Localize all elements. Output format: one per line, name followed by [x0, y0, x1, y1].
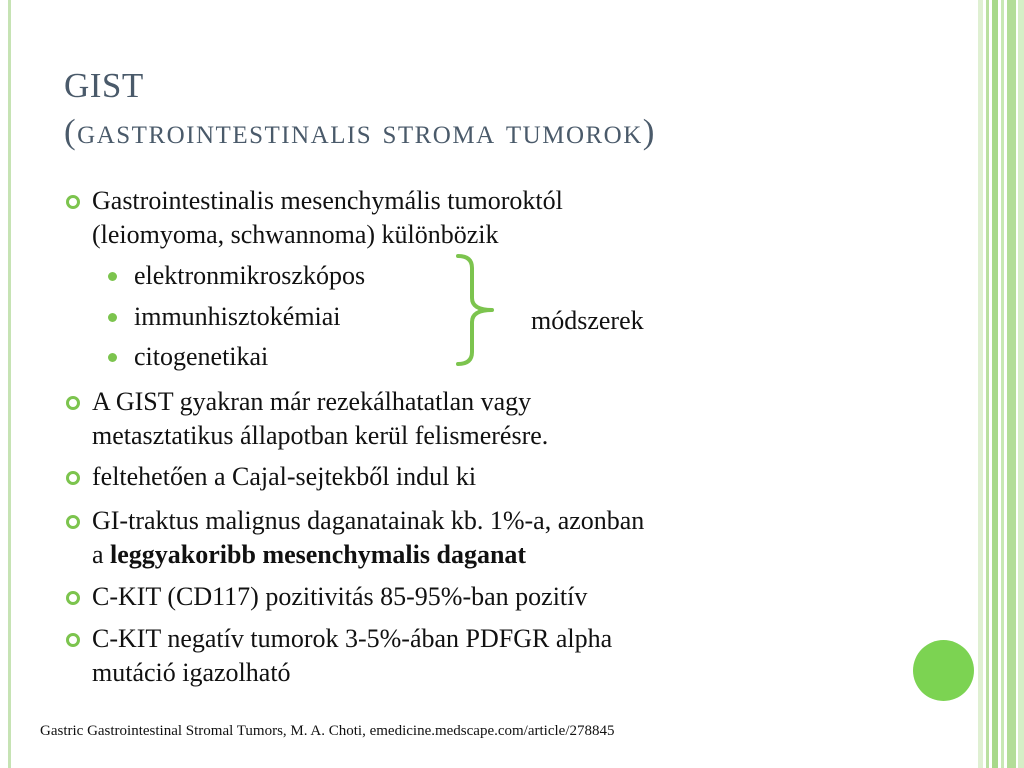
bullet-text-line: Gastrointestinalis mesenchymális tumoroktól: [92, 186, 563, 215]
ring-bullet-icon: [66, 471, 80, 485]
sub-list-item: [134, 300, 341, 334]
bullet-text-line: feltehetően a Cajal-sejtekből indul ki: [92, 462, 477, 491]
footnote-citation: Gastric Gastrointestinal Stromal Tumors, M. A. Choti, emedicine.medscape.com/article/278845: [40, 723, 615, 739]
bullet-item: [92, 504, 952, 572]
ring-bullet-icon: [66, 195, 80, 209]
ring-bullet-icon: [66, 515, 80, 529]
bullet-item: [92, 460, 952, 494]
slide-title: GIST: [64, 66, 144, 105]
bullet-text-line: GI-traktus malignus daganatainak kb. 1%-a, azonban: [92, 506, 645, 535]
sub-list-item: [134, 259, 365, 293]
curly-brace-icon: [452, 250, 502, 370]
bullet-text-prefix: a: [92, 540, 111, 569]
left-border-stripe: [8, 0, 11, 768]
dot-bullet-icon: [108, 353, 117, 362]
decorative-green-circle: [913, 640, 974, 701]
bullet-text-line: (leiomyoma, schwannoma) különbözik: [92, 220, 499, 249]
sub-item-label: elektronmikroszkópos: [134, 261, 366, 290]
ring-bullet-icon: [66, 396, 80, 410]
bullet-text-emphasis: leggyakoribb mesenchymalis daganat: [110, 540, 527, 569]
bullet-text-line: C-KIT negatív tumorok 3-5%-ában PDFGR alpha: [92, 624, 613, 653]
right-border-stripes: [978, 0, 1024, 768]
bullet-text-line: [92, 538, 952, 572]
ring-bullet-icon: [66, 591, 80, 605]
bullet-text-line: metasztatikus állapotban kerül felismerésre.: [92, 421, 549, 450]
bullet-text-line: C-KIT (CD117) pozitivitás 85-95%-ban pozitív: [92, 582, 588, 611]
bullet-item: [92, 184, 952, 252]
slide-subtitle: (gastrointestinalis stroma tumorok): [64, 112, 656, 151]
sub-list-item: [134, 340, 268, 374]
bullet-item: [92, 622, 952, 690]
dot-bullet-icon: [108, 313, 117, 322]
bullet-item: [92, 580, 952, 614]
ring-bullet-icon: [66, 633, 80, 647]
bullet-text-line: A GIST gyakran már rezekálhatatlan vagy: [92, 387, 532, 416]
bullet-item: [92, 385, 952, 453]
bullet-text-line: mutáció igazolható: [92, 658, 291, 687]
sub-item-label: citogenetikai: [134, 342, 269, 371]
methods-label: módszerek: [531, 306, 644, 335]
dot-bullet-icon: [108, 272, 117, 281]
sub-item-label: immunhisztokémiai: [134, 302, 341, 331]
